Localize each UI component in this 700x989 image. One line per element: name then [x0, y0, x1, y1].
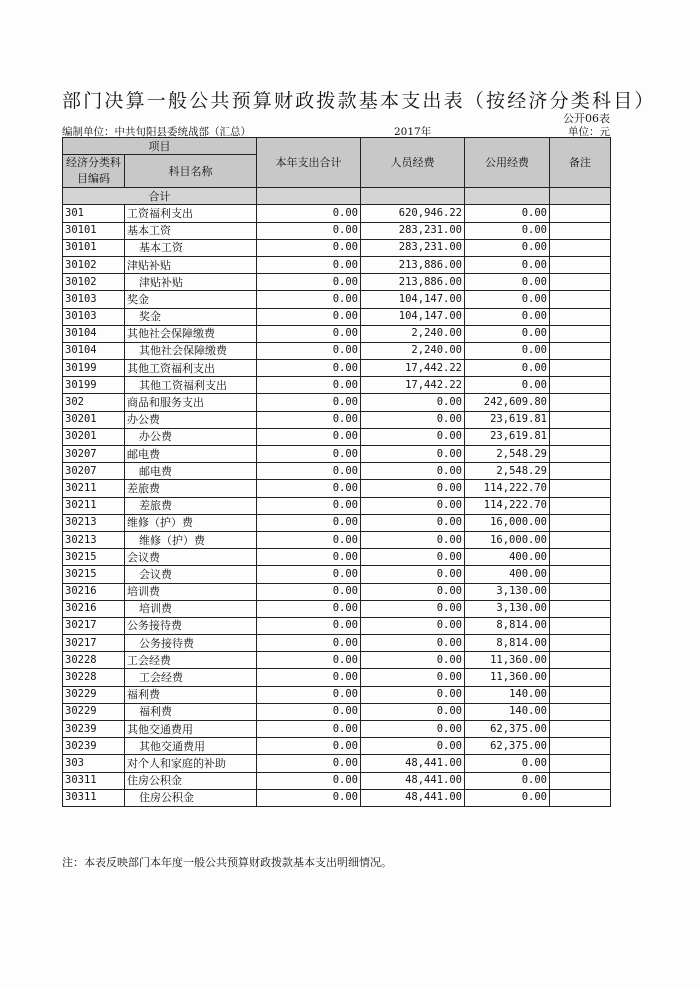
public-amount-cell: 0.00 [465, 291, 550, 308]
total-cell [257, 188, 361, 205]
total-amount-cell: 0.00 [257, 583, 361, 600]
public-amount-cell: 0.00 [465, 342, 550, 359]
subject-name-cell: 住房公积金 [125, 789, 257, 806]
econ-code-cell: 30239 [63, 738, 125, 755]
remarks-cell [550, 703, 611, 720]
econ-code-cell: 30207 [63, 463, 125, 480]
subject-name-cell: 基本工资 [125, 222, 257, 239]
remarks-cell [550, 789, 611, 806]
remarks-cell [550, 360, 611, 377]
personnel-amount-cell: 0.00 [361, 669, 465, 686]
remarks-cell [550, 222, 611, 239]
personnel-amount-cell: 0.00 [361, 652, 465, 669]
public-amount-cell: 400.00 [465, 566, 550, 583]
public-amount-cell: 16,000.00 [465, 531, 550, 548]
table-row [63, 738, 611, 755]
remarks-cell [550, 686, 611, 703]
public-amount-cell: 23,619.81 [465, 428, 550, 445]
header-remarks: 备注 [550, 138, 611, 188]
total-amount-cell: 0.00 [257, 411, 361, 428]
table-row [63, 377, 611, 394]
table-row [63, 600, 611, 617]
remarks-cell [550, 721, 611, 738]
total-amount-cell: 0.00 [257, 686, 361, 703]
table-row [63, 514, 611, 531]
total-amount-cell: 0.00 [257, 789, 361, 806]
header-public: 公用经费 [465, 138, 550, 188]
total-amount-cell: 0.00 [257, 239, 361, 256]
econ-code-cell: 301 [63, 205, 125, 222]
table-row [63, 205, 611, 222]
personnel-amount-cell: 0.00 [361, 600, 465, 617]
public-amount-cell: 2,548.29 [465, 446, 550, 463]
econ-code-cell: 302 [63, 394, 125, 411]
subject-name-cell: 工资福利支出 [125, 205, 257, 222]
public-amount-cell: 8,814.00 [465, 617, 550, 634]
remarks-cell [550, 669, 611, 686]
personnel-amount-cell: 2,240.00 [361, 325, 465, 342]
total-amount-cell: 0.00 [257, 446, 361, 463]
personnel-amount-cell: 620,946.22 [361, 205, 465, 222]
personnel-amount-cell: 283,231.00 [361, 239, 465, 256]
header-personnel: 人员经费 [361, 138, 465, 188]
econ-code-cell: 30215 [63, 549, 125, 566]
personnel-amount-cell: 213,886.00 [361, 274, 465, 291]
public-amount-cell: 2,548.29 [465, 463, 550, 480]
econ-code-cell: 30104 [63, 325, 125, 342]
personnel-amount-cell: 0.00 [361, 531, 465, 548]
table-row [63, 789, 611, 806]
table-row [63, 463, 611, 480]
total-amount-cell: 0.00 [257, 394, 361, 411]
remarks-cell [550, 325, 611, 342]
public-amount-cell: 3,130.00 [465, 600, 550, 617]
table-row [63, 755, 611, 772]
subject-name-cell: 差旅费 [125, 480, 257, 497]
table-row [63, 703, 611, 720]
header-econ-code: 经济分类科目编码 [63, 155, 125, 188]
expenditure-table [62, 137, 611, 807]
total-amount-cell: 0.00 [257, 703, 361, 720]
table-row [63, 721, 611, 738]
remarks-cell [550, 480, 611, 497]
remarks-cell [550, 239, 611, 256]
table-row [63, 325, 611, 342]
public-amount-cell: 0.00 [465, 274, 550, 291]
personnel-amount-cell: 0.00 [361, 703, 465, 720]
table-row [63, 652, 611, 669]
personnel-amount-cell: 0.00 [361, 514, 465, 531]
remarks-cell [550, 549, 611, 566]
personnel-amount-cell: 48,441.00 [361, 755, 465, 772]
personnel-amount-cell: 0.00 [361, 497, 465, 514]
public-amount-cell: 16,000.00 [465, 514, 550, 531]
econ-code-cell: 30211 [63, 497, 125, 514]
econ-code-cell: 30228 [63, 652, 125, 669]
personnel-amount-cell: 0.00 [361, 686, 465, 703]
econ-code-cell: 30102 [63, 256, 125, 273]
econ-code-cell: 30103 [63, 291, 125, 308]
econ-code-cell: 30201 [63, 411, 125, 428]
table-row [63, 291, 611, 308]
table-row [63, 772, 611, 789]
econ-code-cell: 30213 [63, 514, 125, 531]
subject-name-cell: 其他工资福利支出 [125, 360, 257, 377]
table-row [63, 256, 611, 273]
public-amount-cell: 0.00 [465, 205, 550, 222]
public-amount-cell: 400.00 [465, 549, 550, 566]
table-row [63, 480, 611, 497]
econ-code-cell: 30229 [63, 686, 125, 703]
total-amount-cell: 0.00 [257, 669, 361, 686]
reporting-unit: 编制单位：中共旬阳县委统战部（汇总） [62, 126, 251, 138]
econ-code-cell: 30103 [63, 308, 125, 325]
public-amount-cell: 0.00 [465, 377, 550, 394]
subject-name-cell: 工会经费 [125, 652, 257, 669]
econ-code-cell: 30216 [63, 600, 125, 617]
total-amount-cell: 0.00 [257, 342, 361, 359]
econ-code-cell: 30215 [63, 566, 125, 583]
header-item: 项目 [63, 138, 257, 155]
subject-name-cell: 办公费 [125, 428, 257, 445]
personnel-amount-cell: 0.00 [361, 446, 465, 463]
total-cell [550, 188, 611, 205]
econ-code-cell: 30217 [63, 617, 125, 634]
public-amount-cell: 114,222.70 [465, 480, 550, 497]
public-amount-cell: 11,360.00 [465, 652, 550, 669]
report-meta [62, 124, 610, 136]
public-amount-cell: 8,814.00 [465, 635, 550, 652]
subject-name-cell: 差旅费 [125, 497, 257, 514]
subject-name-cell: 会议费 [125, 566, 257, 583]
public-amount-cell: 62,375.00 [465, 721, 550, 738]
subject-name-cell: 基本工资 [125, 239, 257, 256]
table-row [63, 583, 611, 600]
subject-name-cell: 奖金 [125, 308, 257, 325]
remarks-cell [550, 531, 611, 548]
subject-name-cell: 培训费 [125, 600, 257, 617]
subject-name-cell: 福利费 [125, 703, 257, 720]
public-amount-cell: 0.00 [465, 256, 550, 273]
econ-code-cell: 30104 [63, 342, 125, 359]
econ-code-cell: 30201 [63, 428, 125, 445]
remarks-cell [550, 652, 611, 669]
public-amount-cell: 0.00 [465, 360, 550, 377]
personnel-amount-cell: 283,231.00 [361, 222, 465, 239]
total-amount-cell: 0.00 [257, 428, 361, 445]
total-row [63, 188, 611, 205]
public-amount-cell: 140.00 [465, 686, 550, 703]
total-amount-cell: 0.00 [257, 635, 361, 652]
subject-name-cell: 公务接待费 [125, 635, 257, 652]
personnel-amount-cell: 0.00 [361, 480, 465, 497]
personnel-amount-cell: 104,147.00 [361, 308, 465, 325]
table-row [63, 394, 611, 411]
subject-name-cell: 津贴补贴 [125, 274, 257, 291]
total-amount-cell: 0.00 [257, 600, 361, 617]
subject-name-cell: 其他交通费用 [125, 721, 257, 738]
report-year: 2017年 [394, 126, 432, 138]
remarks-cell [550, 205, 611, 222]
econ-code-cell: 30216 [63, 583, 125, 600]
subject-name-cell: 商品和服务支出 [125, 394, 257, 411]
total-amount-cell: 0.00 [257, 755, 361, 772]
remarks-cell [550, 583, 611, 600]
total-amount-cell: 0.00 [257, 721, 361, 738]
personnel-amount-cell: 0.00 [361, 635, 465, 652]
subject-name-cell: 其他社会保障缴费 [125, 325, 257, 342]
table-row [63, 428, 611, 445]
table-row [63, 239, 611, 256]
personnel-amount-cell: 48,441.00 [361, 772, 465, 789]
personnel-amount-cell: 48,441.00 [361, 789, 465, 806]
personnel-amount-cell: 0.00 [361, 721, 465, 738]
subject-name-cell: 奖金 [125, 291, 257, 308]
total-amount-cell: 0.00 [257, 205, 361, 222]
personnel-amount-cell: 0.00 [361, 583, 465, 600]
total-amount-cell: 0.00 [257, 772, 361, 789]
table-row [63, 308, 611, 325]
total-amount-cell: 0.00 [257, 222, 361, 239]
total-amount-cell: 0.00 [257, 497, 361, 514]
table-row [63, 635, 611, 652]
total-amount-cell: 0.00 [257, 256, 361, 273]
total-amount-cell: 0.00 [257, 291, 361, 308]
table-row [63, 497, 611, 514]
remarks-cell [550, 308, 611, 325]
econ-code-cell: 30213 [63, 531, 125, 548]
public-amount-cell: 0.00 [465, 325, 550, 342]
personnel-amount-cell: 213,886.00 [361, 256, 465, 273]
econ-code-cell: 30211 [63, 480, 125, 497]
public-amount-cell: 242,609.80 [465, 394, 550, 411]
total-amount-cell: 0.00 [257, 325, 361, 342]
remarks-cell [550, 291, 611, 308]
table-row [63, 222, 611, 239]
econ-code-cell: 30229 [63, 703, 125, 720]
subject-name-cell: 会议费 [125, 549, 257, 566]
report-title: 部门决算一般公共预算财政拨款基本支出表（按经济分类科目） [62, 90, 656, 112]
total-amount-cell: 0.00 [257, 566, 361, 583]
personnel-amount-cell: 17,442.22 [361, 360, 465, 377]
remarks-cell [550, 635, 611, 652]
total-amount-cell: 0.00 [257, 308, 361, 325]
subject-name-cell: 对个人和家庭的补助 [125, 755, 257, 772]
public-amount-cell: 0.00 [465, 308, 550, 325]
personnel-amount-cell: 0.00 [361, 549, 465, 566]
public-amount-cell: 62,375.00 [465, 738, 550, 755]
remarks-cell [550, 256, 611, 273]
public-amount-cell: 0.00 [465, 222, 550, 239]
econ-code-cell: 30311 [63, 772, 125, 789]
personnel-amount-cell: 2,240.00 [361, 342, 465, 359]
table-row [63, 566, 611, 583]
header-subject-name: 科目名称 [125, 155, 257, 188]
table-row [63, 274, 611, 291]
total-amount-cell: 0.00 [257, 738, 361, 755]
table-row [63, 446, 611, 463]
personnel-amount-cell: 0.00 [361, 738, 465, 755]
remarks-cell [550, 377, 611, 394]
remarks-cell [550, 514, 611, 531]
public-amount-cell: 0.00 [465, 239, 550, 256]
table-row [63, 686, 611, 703]
subject-name-cell: 邮电费 [125, 446, 257, 463]
total-amount-cell: 0.00 [257, 617, 361, 634]
subject-name-cell: 维修（护）费 [125, 514, 257, 531]
remarks-cell [550, 463, 611, 480]
remarks-cell [550, 497, 611, 514]
remarks-cell [550, 738, 611, 755]
econ-code-cell: 30199 [63, 360, 125, 377]
public-amount-cell: 0.00 [465, 772, 550, 789]
remarks-cell [550, 394, 611, 411]
remarks-cell [550, 755, 611, 772]
econ-code-cell: 30102 [63, 274, 125, 291]
total-amount-cell: 0.00 [257, 377, 361, 394]
personnel-amount-cell: 0.00 [361, 411, 465, 428]
public-amount-cell: 3,130.00 [465, 583, 550, 600]
subject-name-cell: 培训费 [125, 583, 257, 600]
form-code: 公开06表 [563, 112, 610, 125]
remarks-cell [550, 617, 611, 634]
public-amount-cell: 114,222.70 [465, 497, 550, 514]
personnel-amount-cell: 0.00 [361, 428, 465, 445]
subject-name-cell: 福利费 [125, 686, 257, 703]
subject-name-cell: 津贴补贴 [125, 256, 257, 273]
personnel-amount-cell: 0.00 [361, 463, 465, 480]
personnel-amount-cell: 17,442.22 [361, 377, 465, 394]
public-amount-cell: 11,360.00 [465, 669, 550, 686]
subject-name-cell: 住房公积金 [125, 772, 257, 789]
public-amount-cell: 0.00 [465, 789, 550, 806]
personnel-amount-cell: 0.00 [361, 394, 465, 411]
econ-code-cell: 30239 [63, 721, 125, 738]
subject-name-cell: 邮电费 [125, 463, 257, 480]
total-cell [361, 188, 465, 205]
total-amount-cell: 0.00 [257, 360, 361, 377]
remarks-cell [550, 566, 611, 583]
currency-unit: 单位：元 [568, 126, 610, 138]
subject-name-cell: 办公费 [125, 411, 257, 428]
remarks-cell [550, 446, 611, 463]
remarks-cell [550, 772, 611, 789]
subject-name-cell: 其他社会保障缴费 [125, 342, 257, 359]
header-total: 本年支出合计 [257, 138, 361, 188]
subject-name-cell: 工会经费 [125, 669, 257, 686]
econ-code-cell: 30228 [63, 669, 125, 686]
public-amount-cell: 23,619.81 [465, 411, 550, 428]
table-row [63, 531, 611, 548]
total-amount-cell: 0.00 [257, 480, 361, 497]
remarks-cell [550, 600, 611, 617]
total-cell [465, 188, 550, 205]
personnel-amount-cell: 0.00 [361, 617, 465, 634]
public-amount-cell: 0.00 [465, 755, 550, 772]
total-amount-cell: 0.00 [257, 531, 361, 548]
remarks-cell [550, 428, 611, 445]
econ-code-cell: 30101 [63, 239, 125, 256]
total-amount-cell: 0.00 [257, 549, 361, 566]
subject-name-cell: 其他工资福利支出 [125, 377, 257, 394]
remarks-cell [550, 274, 611, 291]
subject-name-cell: 公务接待费 [125, 617, 257, 634]
econ-code-cell: 30217 [63, 635, 125, 652]
personnel-amount-cell: 0.00 [361, 566, 465, 583]
table-row [63, 360, 611, 377]
footnote: 注：本表反映部门本年度一般公共预算财政拨款基本支出明细情况。 [62, 856, 392, 869]
table-row [63, 342, 611, 359]
econ-code-cell: 30199 [63, 377, 125, 394]
table-row [63, 549, 611, 566]
personnel-amount-cell: 104,147.00 [361, 291, 465, 308]
total-amount-cell: 0.00 [257, 514, 361, 531]
total-amount-cell: 0.00 [257, 274, 361, 291]
table-row [63, 411, 611, 428]
remarks-cell [550, 342, 611, 359]
table-body [63, 188, 611, 807]
econ-code-cell: 303 [63, 755, 125, 772]
total-label: 合计 [63, 188, 257, 205]
subject-name-cell: 维修（护）费 [125, 531, 257, 548]
remarks-cell [550, 411, 611, 428]
public-amount-cell: 140.00 [465, 703, 550, 720]
table-row [63, 669, 611, 686]
econ-code-cell: 30311 [63, 789, 125, 806]
total-amount-cell: 0.00 [257, 463, 361, 480]
total-amount-cell: 0.00 [257, 652, 361, 669]
subject-name-cell: 其他交通费用 [125, 738, 257, 755]
econ-code-cell: 30207 [63, 446, 125, 463]
table-row [63, 617, 611, 634]
econ-code-cell: 30101 [63, 222, 125, 239]
